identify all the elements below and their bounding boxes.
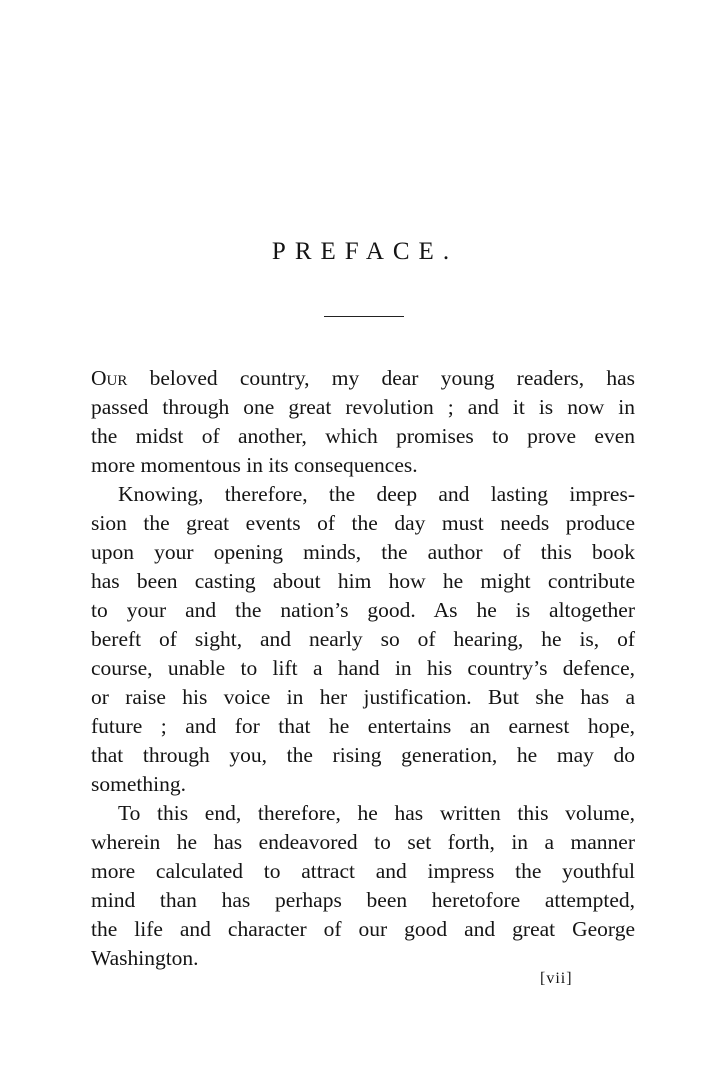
text-line: that through you, the rising generation, he may do xyxy=(91,743,635,767)
text-line: sion the great events of the day must needs produce xyxy=(91,511,635,535)
text-line: to your and the nation’s good. As he is altogether xyxy=(91,598,635,622)
preface-body xyxy=(91,364,635,973)
paragraph-2 xyxy=(91,480,635,799)
text-line: mind than has perhaps been heretofore attempted, xyxy=(91,888,635,912)
text-line: has been casting about him how he might contribute xyxy=(91,569,635,593)
paragraph-3 xyxy=(91,799,635,973)
drop-word: Our xyxy=(91,366,128,390)
text-line: course, unable to lift a hand in his country’s defence, xyxy=(91,656,635,680)
page-number: [vii] xyxy=(540,970,573,987)
text-line: something. xyxy=(91,772,186,796)
text-line: Our beloved country, my dear young readers, has xyxy=(91,366,635,390)
text-line: the midst of another, which promises to prove even xyxy=(91,424,635,448)
text-line: To this end, therefore, he has written this volume, xyxy=(118,801,635,825)
text-line: more momentous in its consequences. xyxy=(91,453,418,477)
text-line: more calculated to attract and impress the youthful xyxy=(91,859,635,883)
text-line: Knowing, therefore, the deep and lasting impres- xyxy=(118,482,635,506)
text-line: passed through one great revolution ; and it is now in xyxy=(91,395,635,419)
text-line: Washington. xyxy=(91,946,199,970)
page-title: PREFACE. xyxy=(271,238,459,265)
text-line: upon your opening minds, the author of this book xyxy=(91,540,635,564)
paragraph-1 xyxy=(91,364,635,480)
text-line: bereft of sight, and nearly so of hearing, he is, of xyxy=(91,627,635,651)
text-line: future ; and for that he entertains an earnest hope, xyxy=(91,714,635,738)
text-line: the life and character of our good and great George xyxy=(91,917,635,941)
title-rule xyxy=(324,316,404,317)
text-line: or raise his voice in her justification. But she has a xyxy=(91,685,635,709)
text-line: wherein he has endeavored to set forth, in a manner xyxy=(91,830,635,854)
